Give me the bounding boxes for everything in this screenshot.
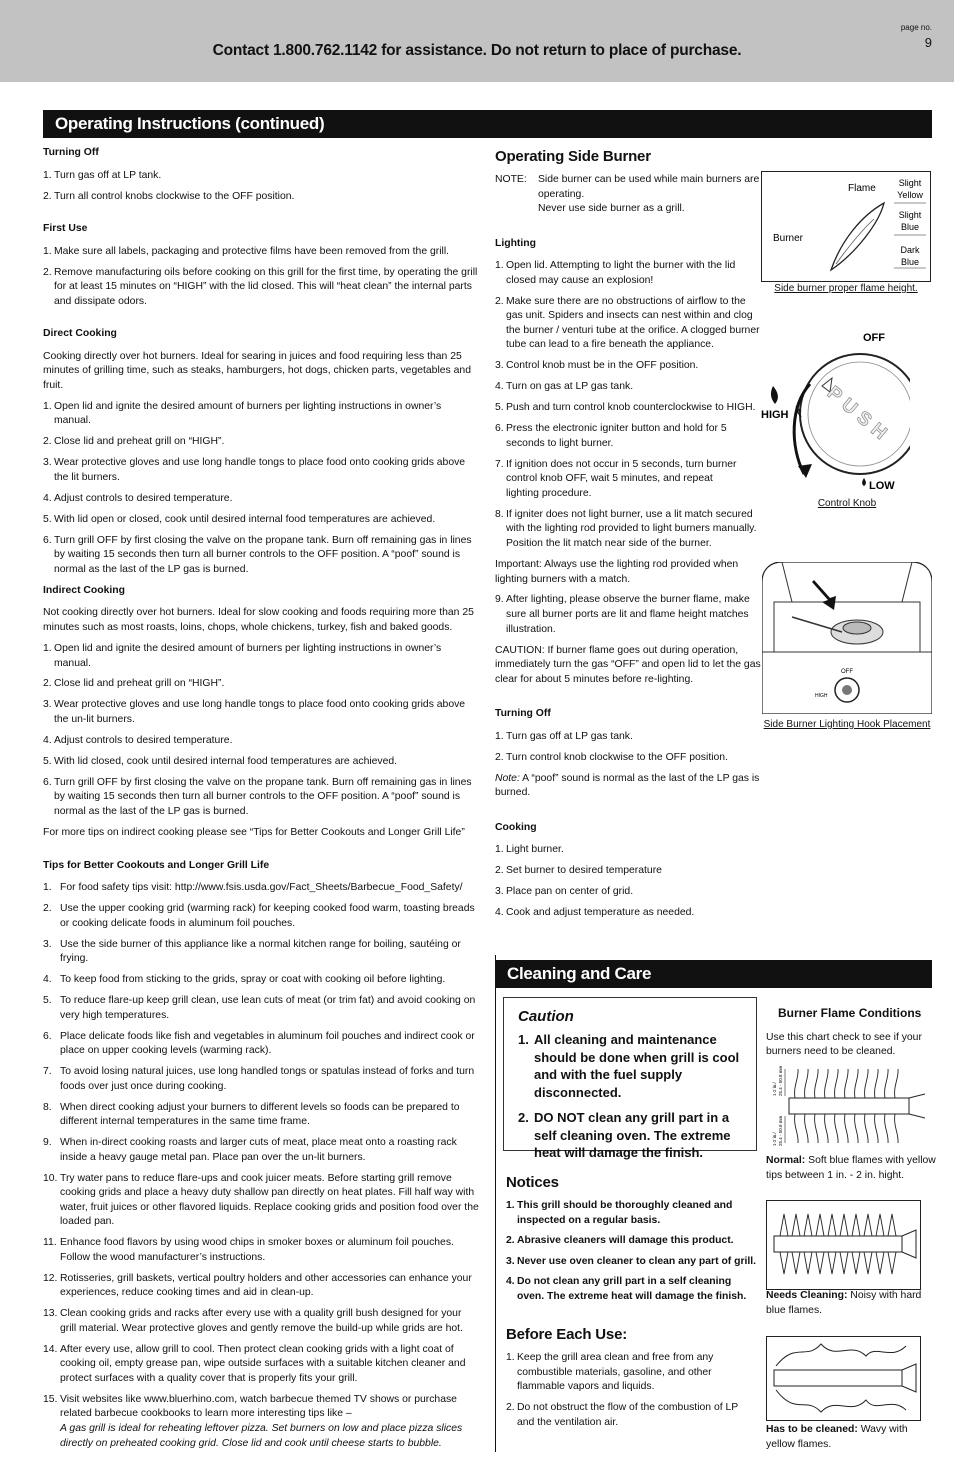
- wavy-flame-bottom: [776, 1390, 906, 1412]
- cooking-heading: Cooking: [495, 821, 537, 833]
- low-flame-icon: [862, 478, 866, 486]
- list-item: 5. To reduce flare-up keep grill clean, use lean cuts of meat (or trim fat) and avoid cooking on very high temperatures.: [43, 995, 476, 1021]
- list-item: 1. Open lid and ignite the desired amount of burners per lighting instructions in owner’s manual.: [43, 400, 442, 427]
- side-turning-off-heading: Turning Off: [495, 708, 551, 720]
- list-item: 5. Push and turn control knob counterclockwise to HIGH.: [495, 402, 756, 414]
- burner-label: Burner: [773, 233, 804, 244]
- push-label: PUSH: [822, 382, 896, 448]
- cooking-list: [495, 843, 761, 920]
- slight-blue-label: Blue: [900, 222, 920, 232]
- important-note: Important: Always use the lighting rod provided when lighting burners with a match.: [495, 558, 739, 585]
- has-to-be-cleaned-caption: Has to be cleaned: Wavy with yellow flames.: [766, 1424, 908, 1450]
- indirect-more-note: For more tips on indirect cooking please see “Tips for Better Cookouts and Longer Grill Life”: [43, 826, 465, 838]
- tube-end: [909, 1094, 925, 1118]
- side-burner-title: Operating Side Burner: [495, 148, 651, 165]
- dimension-label: 1-2 in./: [772, 1132, 777, 1146]
- dark-blue-label: Blue: [900, 257, 920, 267]
- direct-cooking-list: [43, 400, 479, 578]
- notices-list: [506, 1199, 758, 1304]
- header-band: [0, 0, 954, 82]
- list-item: 5. With lid open or closed, cook until desired internal food temperatures are achieved.: [43, 513, 436, 525]
- needs-cleaning-figure: [766, 1200, 921, 1290]
- list-item: 3. Control knob must be in the OFF position.: [495, 360, 699, 372]
- burner-tube: [789, 1098, 909, 1114]
- turning-off-list: [43, 169, 479, 205]
- before-each-use-list: [506, 1351, 758, 1430]
- dark-blue-label: Dark: [900, 245, 920, 255]
- direct-cooking-heading: Direct Cooking: [43, 328, 117, 340]
- flame-conditions-title: Burner Flame Conditions: [778, 1006, 922, 1020]
- hook-figure-caption: Side Burner Lighting Hook Placement: [763, 719, 931, 730]
- side-turning-off-list: [495, 730, 761, 766]
- list-item: 1. For food safety tips visit: http://www.fsis.usda.gov/Fact_Sheets/Barbecue_Food_Safety/: [43, 882, 463, 894]
- hood-line: [782, 562, 792, 602]
- pizza-tip: A gas grill is ideal for reheating leftover pizza. Set burners on low and place pizza slices directly on preheated cooking grid. Close lid and cook until cheese starts to bubble.: [60, 1422, 463, 1449]
- direct-cooking-intro: Cooking directly over hot burners. Ideal for searing in juices and food requiring less than 25 minutes of grilling time, such as steaks, hamburgers, hot dogs, chicken parts, vegetables and fruit.: [43, 350, 471, 391]
- column-divider: [495, 955, 496, 1452]
- list-item: 1. Light burner.: [495, 844, 564, 856]
- list-item: 1. All cleaning and maintenance should be done when grill is cool and with the fuel supply disconnected.: [518, 1032, 740, 1100]
- dimension-label: 25.4 - 50.8 mm: [778, 1115, 783, 1146]
- list-item: 3. Wear protective gloves and use long handle tongs to place food onto cooking grids above the un-lit burners.: [43, 699, 466, 725]
- indirect-cooking-list: [43, 642, 479, 820]
- burner-cap: [843, 622, 871, 634]
- list-item: 1. Open lid. Attempting to light the burner with the lid closed may cause an explosion!: [495, 260, 736, 286]
- list-item: 1. Open lid and ignite the desired amount of burners per lighting instructions in owner’s manual.: [43, 642, 442, 669]
- list-item: 1. Turn gas off at LP tank.: [43, 169, 162, 181]
- list-item: 6. Turn grill OFF by first closing the valve on the propane tank. Burn off remaining gas in lines by waiting 15 seconds then turn all burner controls to the OFF position. A “poof” sound is normal as the last of the LP gas is burned.: [43, 534, 472, 575]
- list-item: 9. After lighting, please observe the burner flame, make sure all burner ports are lit and flame height matches illustration.: [495, 594, 750, 635]
- first-use-list: [43, 245, 479, 310]
- burner-flame-conditions: [766, 1005, 936, 1060]
- list-item: 12. Rotisseries, grill baskets, vertical poultry holders and other accessories can enhance your experiences, reduce cooking times and aid in clean-up.: [43, 1272, 472, 1299]
- slight-yellow-label: Yellow: [897, 190, 923, 200]
- control-knob-figure: [760, 326, 910, 496]
- lighting-step-9: [495, 593, 761, 637]
- list-item: 4. Turn on gas at LP gas tank.: [495, 381, 634, 393]
- knob-center: [842, 685, 852, 695]
- lighting-list: [495, 259, 761, 551]
- slight-blue-label: Slight: [898, 210, 922, 220]
- list-item: 8. When direct cooking adjust your burners to different levels so foods can be prepared to different internal temperatures in the same time frame.: [43, 1101, 460, 1128]
- knob-figure-caption: Control Knob: [817, 498, 877, 509]
- contact-banner: Contact 1.800.762.1142 for assistance. Do not return to place of purchase.: [212, 42, 742, 59]
- tube-end: [902, 1364, 916, 1392]
- list-item: 10. Try water pans to reduce flare-ups and cook juicer meats. Before starting grill remove cooking grids and place a heavy duty shallow pan directly on heat plates. Fill half way with water, fruit juices or other flavored liquids. Replace cooking grids and position food over the loaded pan.: [43, 1172, 479, 1228]
- list-item: 2. Do not obstruct the flow of the combustion of LP and the ventilation air.: [506, 1402, 739, 1428]
- normal-flame-figure: [765, 1066, 925, 1154]
- list-item: 7. If ignition does not occur in 5 seconds, turn burner control knob OFF, wait 5 minutes, and repeat lighting procedure.: [495, 458, 737, 499]
- list-item: 15. Visit websites like www.bluerhino.com, watch barbecue themed TV shows or purchase related barbecue cookbooks to learn more interesting tips like – A gas grill is ideal for reheating leftover pizza. Set burners on low and place pizza slices directly on preheated cooking grid. Close lid and cook until cheese starts to bubble.: [43, 1393, 463, 1449]
- list-item: 5. With lid closed, cook until desired internal food temperatures are achieved.: [43, 755, 398, 767]
- before-each-use-section: [506, 1324, 758, 1437]
- list-item: 2. Close lid and preheat grill on “HIGH”.: [43, 678, 225, 690]
- lighting-rod: [792, 617, 842, 632]
- flame-conditions-intro: Use this chart check to see if your burners need to be cleaned.: [766, 1031, 922, 1058]
- before-each-use-title: Before Each Use:: [506, 1326, 628, 1343]
- burner-tube: [774, 1236, 902, 1252]
- first-use-heading: First Use: [43, 223, 88, 235]
- hook-arrow: [812, 580, 836, 610]
- notices-section: [506, 1172, 758, 1310]
- notices-title: Notices: [506, 1174, 559, 1191]
- flame-spikes-bottom: [780, 1252, 896, 1274]
- list-item: 2. Set burner to desired temperature: [495, 865, 662, 877]
- side-burner-note: NOTE: Side burner can be used while main burners are operating. Never use side burner as a grill.: [495, 174, 760, 215]
- list-item: 3. Never use oven cleaner to clean any part of grill.: [506, 1255, 757, 1267]
- list-item: 2. Make sure there are no obstructions of airflow to the gas unit. Spiders and insects can nest within and clog the burner / venturi tube at the orifice. A clogged burner tube can lead to a fire beneath the appliance.: [495, 295, 760, 351]
- hook-off-label: OFF: [841, 669, 853, 675]
- lighting-hook-figure: [762, 562, 932, 714]
- list-item: 7. To avoid losing natural juices, use long handled tongs or spatulas instead of forks and turn foods over just once during cooking.: [43, 1066, 475, 1092]
- list-item: 4. Cook and adjust temperature as needed.: [495, 907, 695, 919]
- list-item: 4. To keep food from sticking to the grids, spray or coat with cooking oil before lighting.: [43, 974, 446, 986]
- caution-list: [518, 1031, 742, 1162]
- list-item: 3. Wear protective gloves and use long handle tongs to place food onto cooking grids above the lit burners.: [43, 457, 466, 483]
- list-item: 6. Turn grill OFF by first closing the valve on the propane tank. Burn off remaining gas in lines by waiting 15 seconds then turn all burner controls to the OFF position. A “poof” sound is normal as the last of the LP gas is burned.: [43, 776, 472, 817]
- flame-spikes-top: [780, 1214, 896, 1236]
- cleaning-care-bar: Cleaning and Care: [495, 960, 932, 988]
- operating-instructions-bar: Operating Instructions (continued): [43, 110, 932, 138]
- list-item: 2. Use the upper cooking grid (warming rack) for keeping cooked food warm, toasting breads or cooking delicate foods in aluminum foil pouches.: [43, 903, 475, 929]
- slight-yellow-label: Slight: [898, 178, 922, 188]
- list-item: 3. Place pan on center of grid.: [495, 886, 634, 898]
- flame-tips-bottom: [795, 1114, 899, 1143]
- caution-title: Caution: [518, 1008, 574, 1025]
- dimension-label: 1-2 in./: [772, 1082, 777, 1096]
- list-item: 1. Keep the grill area clean and free from any combustible materials, gasoline, and other flammable vapors and liquids.: [506, 1352, 714, 1393]
- flame-figure-caption: Side burner proper flame height.: [774, 283, 918, 294]
- list-item: 4. Adjust controls to desired temperature.: [43, 734, 233, 746]
- high-label: HIGH: [761, 409, 789, 421]
- hood-line: [902, 562, 912, 602]
- list-item: 6. Place delicate foods like fish and vegetables in aluminum foil pouches and indirect cook or place on upper cooking levels (warming rack).: [43, 1030, 475, 1057]
- list-item: 2. Turn all control knobs clockwise to the OFF position.: [43, 190, 295, 202]
- low-label: LOW: [869, 480, 895, 492]
- flame-label: Flame: [848, 183, 876, 194]
- high-flame-icon: [771, 386, 778, 404]
- burner-tube: [774, 1370, 902, 1386]
- list-item: 1. Turn gas off at LP gas tank.: [495, 730, 633, 742]
- list-item: 4. Adjust controls to desired temperature.: [43, 492, 233, 504]
- list-item: 2. Remove manufacturing oils before cooking on this grill for the first time, by operating the grill for at least 15 minutes on “HIGH” with the lid closed. This will “heat clean” the internal parts and dissipate odors.: [43, 266, 478, 307]
- needs-cleaning-caption: Needs Cleaning: Noisy with hard blue flames.: [766, 1290, 922, 1316]
- indirect-cooking-intro: Not cooking directly over hot burners. Ideal for slow cooking and foods requiring more than 25 minutes such as most roasts, loins, chops, whole chickens, turkey, fish and baked goods.: [43, 607, 474, 634]
- has-to-be-cleaned-figure: [766, 1336, 921, 1421]
- caution-box: [503, 997, 757, 1161]
- flame-tips-top: [795, 1069, 899, 1098]
- page-number: 9: [924, 35, 932, 50]
- list-item: 2. Abrasive cleaners will damage this product.: [506, 1235, 734, 1247]
- page-number-label: page no.: [900, 23, 932, 32]
- list-item: 1. Make sure all labels, packaging and protective films have been removed from the grill.: [43, 245, 450, 257]
- list-item: 2. DO NOT clean any grill part in a self cleaning oven. The extreme heat will damage the finish.: [518, 1110, 731, 1161]
- side-burner-column: [495, 146, 761, 927]
- list-item: 3. Use the side burner of this appliance like a normal kitchen range for boiling, sautéing or frying.: [43, 938, 461, 965]
- turning-off-heading: Turning Off: [43, 147, 99, 158]
- flame-inner-line: [836, 219, 874, 264]
- caution-note: CAUTION: If burner flame goes out during operation, immediately turn the gas “OFF” and open lid to let the gas clear for about 5 minutes before re-lighting.: [495, 644, 761, 685]
- hook-high-label: HIGH: [815, 693, 828, 699]
- tube-end: [902, 1230, 916, 1258]
- wavy-flame-top: [776, 1344, 906, 1366]
- list-item: 11. Enhance food flavors by using wood chips in smoker boxes or aluminum foil pouches. Follow the wood manufacturer’s instructions.: [43, 1237, 454, 1263]
- left-column: [43, 146, 479, 1457]
- list-item: 6. Press the electronic igniter button and hold for 5 seconds to light burner.: [495, 423, 727, 449]
- tips-list: [43, 881, 479, 1451]
- arc-arrowhead: [798, 464, 812, 478]
- dimension-label: 25.4 - 50.8 mm: [778, 1066, 783, 1096]
- list-item: 9. When in-direct cooking roasts and larger cuts of meat, place meat onto a roasting rack inside a heavy gauge metal pan. Place pan over the un-lit burners.: [43, 1137, 457, 1163]
- poof-note: Note: A “poof” sound is normal as the last of the LP gas is burned.: [495, 772, 760, 799]
- list-item: 8. If igniter does not light burner, use a lit match secured with the lighting rod provided to light burners manually. Position the lit match near side of the burner.: [495, 508, 757, 549]
- flame-height-figure: [761, 171, 931, 282]
- tips-heading: Tips for Better Cookouts and Longer Grill Life: [43, 859, 270, 871]
- off-label: OFF: [863, 332, 885, 344]
- lighting-heading: Lighting: [495, 237, 536, 249]
- list-item: 2. Close lid and preheat grill on “HIGH”.: [43, 436, 225, 448]
- normal-caption: Normal: Soft blue flames with yellow tips between 1 in. - 2 in. hight.: [766, 1155, 936, 1181]
- indirect-cooking-heading: Indirect Cooking: [43, 584, 125, 596]
- list-item: 2. Turn control knob clockwise to the OFF position.: [495, 751, 728, 763]
- list-item: 1. This grill should be thoroughly cleaned and inspected on a regular basis.: [506, 1200, 733, 1226]
- list-item: 14. After every use, allow grill to cool. Then protect clean cooking grids with a light coat of cooking oil, empty grease pan, wipe outside surfaces with a suitable kitchen cleaner and protect surfaces with a quality cover that is properly fits your grill.: [43, 1343, 466, 1384]
- list-item: 4. Do not clean any grill part in a self cleaning oven. The extreme heat will damage the finish.: [506, 1276, 747, 1302]
- list-item: 13. Clean cooking grids and racks after every use with a quality grill bush designed for your grill material. Wear protective gloves and gently remove the build-up while grids are hot.: [43, 1308, 463, 1334]
